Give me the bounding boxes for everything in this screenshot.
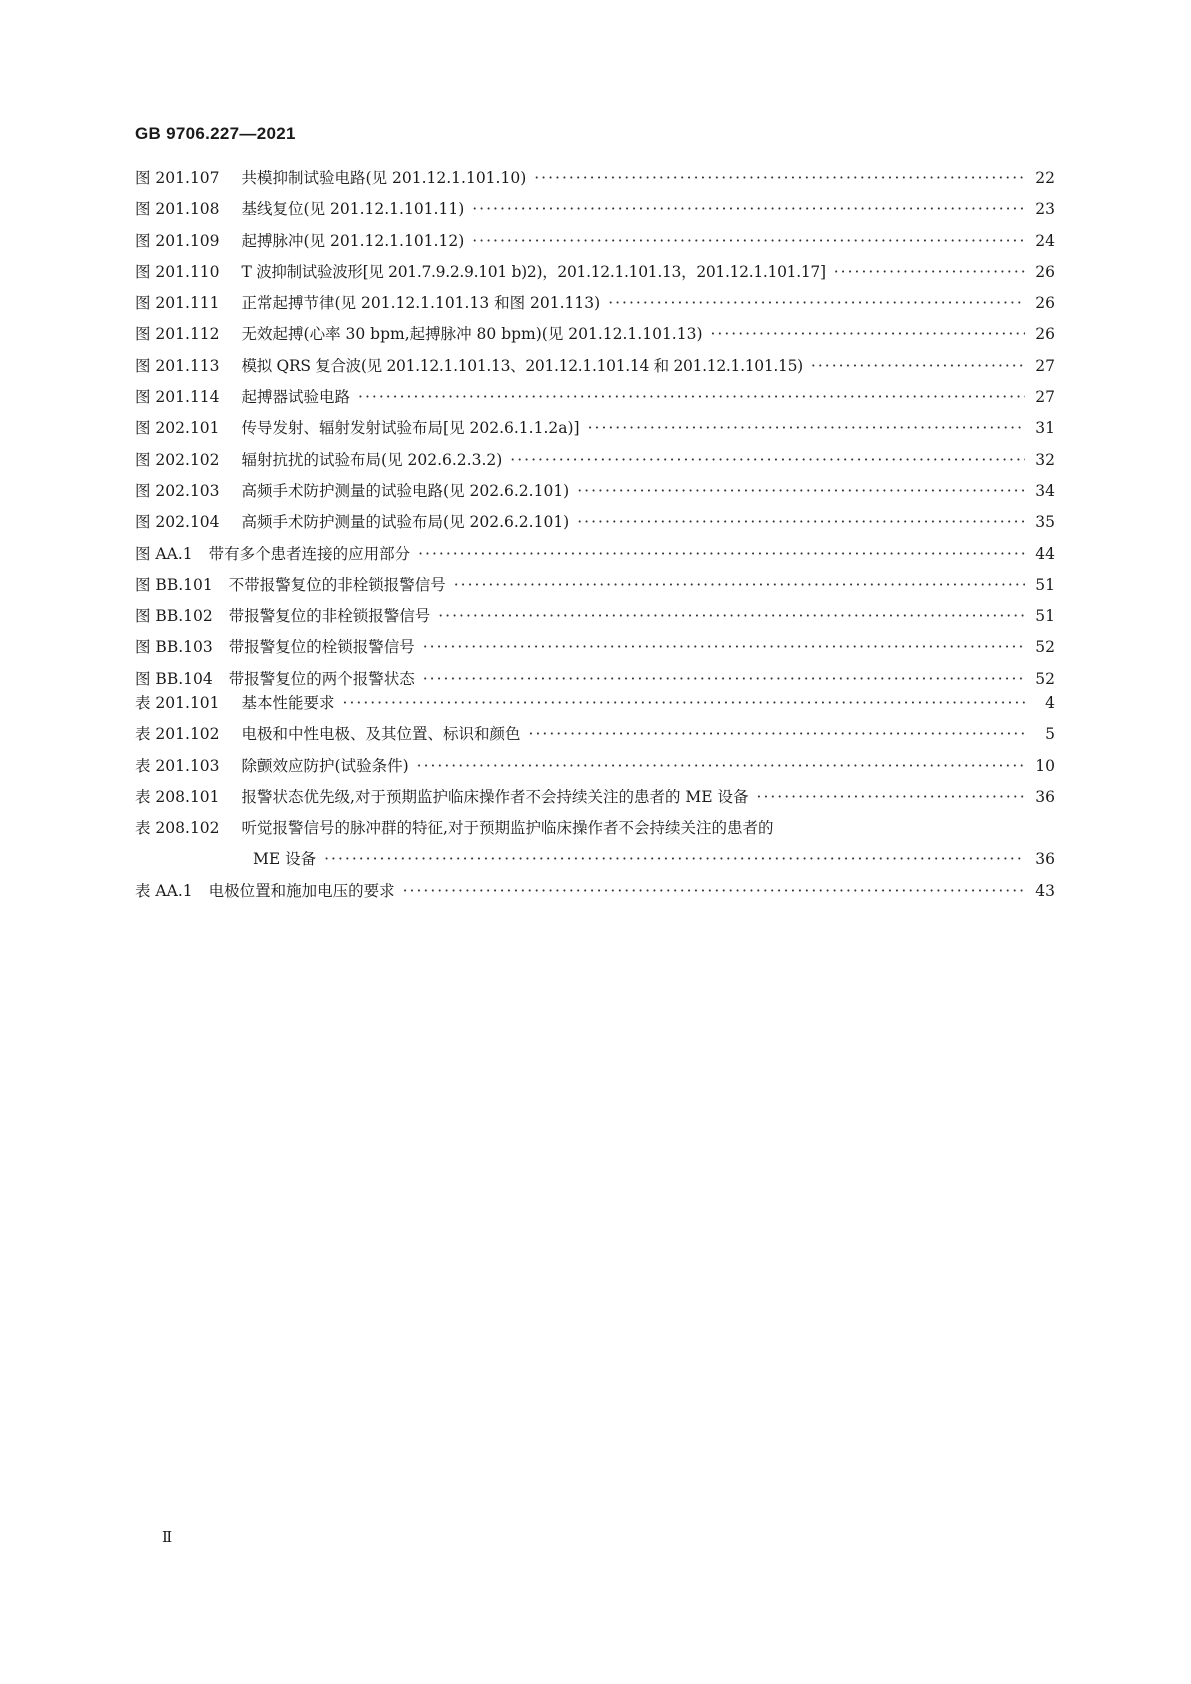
leader-dots xyxy=(510,451,1025,469)
toc-title: 不带报警复位的非栓锁报警信号 xyxy=(228,575,446,594)
toc-page: 4 xyxy=(1045,694,1055,712)
toc-number: 表 201.101 xyxy=(135,694,220,712)
toc-row[interactable] xyxy=(135,291,1055,322)
leader-dots xyxy=(403,882,1025,900)
leader-dots xyxy=(472,200,1025,218)
toc-row[interactable] xyxy=(135,691,1055,722)
toc-page: 52 xyxy=(1035,669,1055,688)
toc-title: 起搏器试验电路 xyxy=(241,388,351,407)
toc-title: 带报警复位的两个报警状态 xyxy=(228,669,415,688)
toc-number: 图 202.102 xyxy=(135,450,220,469)
toc-row[interactable] xyxy=(135,448,1055,479)
toc-title: 带报警复位的栓锁报警信号 xyxy=(228,638,415,657)
leader-dots xyxy=(608,294,1025,312)
toc-number: 图 201.107 xyxy=(135,169,220,187)
leader-dots xyxy=(454,576,1025,594)
toc-page: 10 xyxy=(1035,756,1055,775)
toc-title: 电极和中性电极、及其位置、标识和颜色 xyxy=(241,725,521,744)
toc-row[interactable] xyxy=(135,166,1055,197)
toc-number: 图 201.109 xyxy=(135,231,220,250)
toc-number: 图 BB.102 xyxy=(135,607,213,626)
toc-row[interactable] xyxy=(135,510,1055,541)
toc-title: 共模抑制试验电路(见 201.12.1.101.10) xyxy=(241,169,527,187)
toc-row[interactable] xyxy=(135,197,1055,228)
leader-dots xyxy=(418,545,1025,563)
toc-number: 图 202.103 xyxy=(135,481,220,500)
toc-number: 图 201.108 xyxy=(135,200,220,219)
toc-page: 35 xyxy=(1035,513,1055,532)
toc-page: 52 xyxy=(1035,638,1055,657)
toc-title: 基线复位(见 201.12.1.101.11) xyxy=(241,200,465,219)
leader-dots xyxy=(472,232,1025,250)
toc-row[interactable] xyxy=(135,722,1055,753)
page-number: Ⅱ xyxy=(162,1528,173,1546)
toc-page: 27 xyxy=(1035,388,1055,407)
toc-page: 27 xyxy=(1035,356,1055,375)
leader-dots xyxy=(529,725,1025,743)
toc-title: 起搏脉冲(见 201.12.1.101.12) xyxy=(241,231,465,250)
toc-page: 44 xyxy=(1035,544,1055,563)
toc-page: 26 xyxy=(1035,262,1055,281)
leader-dots xyxy=(423,670,1025,688)
leader-dots xyxy=(711,325,1026,343)
toc-row[interactable] xyxy=(135,416,1055,447)
document-code: GB 9706.227—2021 xyxy=(135,124,296,143)
leader-dots xyxy=(757,788,1025,806)
toc-title: 高频手术防护测量的试验布局(见 202.6.2.101) xyxy=(241,513,570,532)
toc-page: 32 xyxy=(1035,450,1055,469)
toc-title: 高频手术防护测量的试验电路(见 202.6.2.101) xyxy=(241,481,570,500)
toc-row[interactable] xyxy=(135,604,1055,635)
toc-number: 图 201.111 xyxy=(135,294,220,313)
leader-dots xyxy=(438,607,1025,625)
toc-number: 图 AA.1 xyxy=(135,544,193,563)
toc-number: 图 201.112 xyxy=(135,325,220,344)
toc-page: 5 xyxy=(1045,725,1055,744)
leader-dots xyxy=(358,388,1025,406)
toc-number: 表 201.102 xyxy=(135,725,220,744)
toc-number: 图 BB.103 xyxy=(135,638,213,657)
leader-dots xyxy=(588,419,1025,437)
toc-row[interactable] xyxy=(135,322,1055,353)
toc-row[interactable] xyxy=(135,385,1055,416)
toc-title: 模拟 QRS 复合波(见 201.12.1.101.13、201.12.1.101.14 和 201.12.1.101.15) xyxy=(241,356,803,375)
toc-row[interactable] xyxy=(135,816,1055,847)
toc-page: 43 xyxy=(1035,881,1055,900)
toc-number: 图 BB.101 xyxy=(135,575,213,594)
toc-row[interactable] xyxy=(135,542,1055,573)
toc-number: 表 208.102 xyxy=(135,819,220,838)
toc-row[interactable] xyxy=(135,635,1055,666)
toc-title: 报警状态优先级,对于预期监护临床操作者不会持续关注的患者的 ME 设备 xyxy=(241,787,749,806)
toc-title: 无效起搏(心率 30 bpm,起搏脉冲 80 bpm)(见 201.12.1.101.13) xyxy=(241,325,703,344)
leader-dots xyxy=(423,638,1025,656)
toc-number: 图 BB.104 xyxy=(135,669,213,688)
leader-dots xyxy=(534,169,1025,187)
toc-row[interactable] xyxy=(135,754,1055,785)
leader-dots xyxy=(324,850,1025,868)
toc-page: 34 xyxy=(1035,481,1055,500)
toc-title: 除颤效应防护(试验条件) xyxy=(241,756,409,775)
toc-number: 图 202.104 xyxy=(135,513,220,532)
toc-number: 图 201.110 xyxy=(135,262,220,281)
toc-page: 31 xyxy=(1035,419,1055,438)
toc-number: 表 201.103 xyxy=(135,756,220,775)
toc-number: 图 202.101 xyxy=(135,419,220,438)
toc-page: 23 xyxy=(1035,200,1055,219)
toc-title: 正常起搏节律(见 201.12.1.101.13 和图 201.113) xyxy=(241,294,601,313)
toc-number: 表 208.101 xyxy=(135,787,220,806)
toc-row[interactable] xyxy=(135,785,1055,816)
toc-row[interactable] xyxy=(135,354,1055,385)
toc-title: 基本性能要求 xyxy=(241,694,335,712)
toc-page: 36 xyxy=(1035,850,1055,869)
leader-dots xyxy=(577,482,1025,500)
leader-dots xyxy=(417,757,1025,775)
leader-dots xyxy=(811,357,1025,375)
toc-page: 26 xyxy=(1035,294,1055,313)
toc-row-continuation[interactable] xyxy=(135,847,1055,878)
toc-page: 36 xyxy=(1035,787,1055,806)
toc-number: 图 201.113 xyxy=(135,356,220,375)
toc-title: 传导发射、辐射发射试验布局[见 202.6.1.1.2a)] xyxy=(241,419,580,438)
leader-dots xyxy=(834,263,1025,281)
toc-page: 22 xyxy=(1035,169,1055,187)
toc-number: 表 AA.1 xyxy=(135,881,193,900)
toc-title: 电极位置和施加电压的要求 xyxy=(208,881,395,900)
toc-title-continuation: ME 设备 xyxy=(253,850,317,869)
toc-title: 带有多个患者连接的应用部分 xyxy=(208,544,411,563)
toc-row[interactable] xyxy=(135,573,1055,604)
toc-row[interactable] xyxy=(135,479,1055,510)
table-list xyxy=(135,691,1055,910)
toc-title: 辐射抗扰的试验布局(见 202.6.2.3.2) xyxy=(241,450,503,469)
figure-list xyxy=(135,166,1055,698)
toc-page: 51 xyxy=(1035,575,1055,594)
toc-number: 图 201.114 xyxy=(135,388,220,407)
toc-page: 24 xyxy=(1035,231,1055,250)
leader-dots xyxy=(577,513,1025,531)
toc-row[interactable] xyxy=(135,260,1055,291)
leader-dots xyxy=(343,694,1025,712)
toc-page: 26 xyxy=(1035,325,1055,344)
toc-row[interactable] xyxy=(135,879,1055,910)
toc-row[interactable] xyxy=(135,229,1055,260)
toc-title: 带报警复位的非栓锁报警信号 xyxy=(228,607,431,626)
toc-title: 听觉报警信号的脉冲群的特征,对于预期监护临床操作者不会持续关注的患者的 xyxy=(241,819,774,838)
toc-page: 51 xyxy=(1035,607,1055,626)
toc-title: T 波抑制试验波形[见 201.7.9.2.9.101 b)2)，201.12.1.101.13，201.12.1.101.17] xyxy=(241,262,826,281)
